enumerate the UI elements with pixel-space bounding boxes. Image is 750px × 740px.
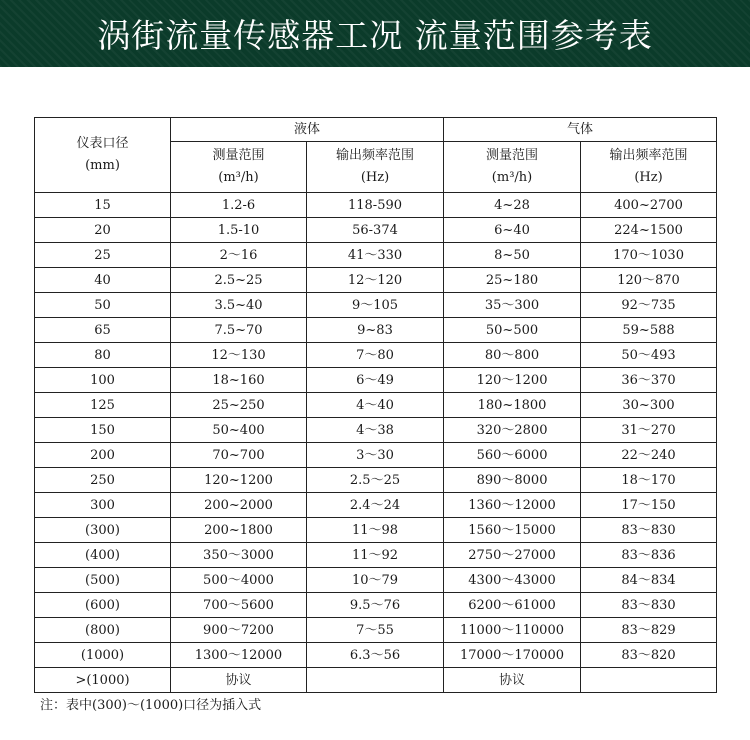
table-cell: (1000) xyxy=(35,643,171,668)
table-cell xyxy=(581,668,717,693)
table-row xyxy=(35,493,717,518)
table-cell: 200~2000 xyxy=(171,493,307,518)
table-cell: 2.4～24 xyxy=(307,493,444,518)
table-cell: 200~1800 xyxy=(171,518,307,543)
table-cell: 17～150 xyxy=(581,493,717,518)
table-cell: 120~1200 xyxy=(171,468,307,493)
table-row xyxy=(35,618,717,643)
table-cell: 83～820 xyxy=(581,643,717,668)
table-cell: 125 xyxy=(35,393,171,418)
table-cell: 35～300 xyxy=(444,293,581,318)
table-cell: 协议 xyxy=(171,668,307,693)
table-cell: 30~300 xyxy=(581,393,717,418)
table-cell: 22～240 xyxy=(581,443,717,468)
table-cell: 9.5～76 xyxy=(307,593,444,618)
table-cell: 4～40 xyxy=(307,393,444,418)
table-cell: 9～105 xyxy=(307,293,444,318)
header-unit: (m³/h) xyxy=(218,170,259,185)
header-diameter xyxy=(35,118,171,193)
header-gas-range xyxy=(444,142,581,193)
table-cell: 20 xyxy=(35,218,171,243)
table-cell: 6～49 xyxy=(307,368,444,393)
table-row xyxy=(35,218,717,243)
table-cell: 224~1500 xyxy=(581,218,717,243)
table-cell: 320～2800 xyxy=(444,418,581,443)
header-liquid-frequency xyxy=(307,142,444,193)
header-liquid-range xyxy=(171,142,307,193)
table-cell: 3.5~40 xyxy=(171,293,307,318)
table-cell: 350～3000 xyxy=(171,543,307,568)
table-row xyxy=(35,518,717,543)
header-liquid: 液体 xyxy=(171,118,444,142)
table-cell: 50～493 xyxy=(581,343,717,368)
table-row xyxy=(35,593,717,618)
table-cell: 560～6000 xyxy=(444,443,581,468)
table-cell: 59~588 xyxy=(581,318,717,343)
table-cell: 36～370 xyxy=(581,368,717,393)
header-label: 输出频率范围 xyxy=(609,148,688,163)
table-row xyxy=(35,343,717,368)
table-row xyxy=(35,243,717,268)
table-cell: 3～30 xyxy=(307,443,444,468)
page-title: 涡街流量传感器工况 流量范围参考表 xyxy=(97,16,653,55)
table-cell: 120～870 xyxy=(581,268,717,293)
table-cell: 1.5-10 xyxy=(171,218,307,243)
table-cell: 18～170 xyxy=(581,468,717,493)
table-cell: 25~180 xyxy=(444,268,581,293)
table-cell: 250 xyxy=(35,468,171,493)
table-cell xyxy=(307,668,444,693)
table-cell: 120～1200 xyxy=(444,368,581,393)
table-cell: 1560～15000 xyxy=(444,518,581,543)
table-row xyxy=(35,643,717,668)
table-cell: 2750～27000 xyxy=(444,543,581,568)
table-cell: 31～270 xyxy=(581,418,717,443)
table-cell: 6200～61000 xyxy=(444,593,581,618)
table-cell: 92～735 xyxy=(581,293,717,318)
table-row xyxy=(35,668,717,693)
table-row xyxy=(35,418,717,443)
table-cell: >(1000) xyxy=(35,668,171,693)
table-cell: 41～330 xyxy=(307,243,444,268)
table-cell: 70~700 xyxy=(171,443,307,468)
table-cell: 4~28 xyxy=(444,193,581,218)
table-cell: 300 xyxy=(35,493,171,518)
table-cell: 25 xyxy=(35,243,171,268)
table-cell: 7～55 xyxy=(307,618,444,643)
table-cell: 15 xyxy=(35,193,171,218)
table-cell: 500～4000 xyxy=(171,568,307,593)
table-cell: (300) xyxy=(35,518,171,543)
table-cell: 50~500 xyxy=(444,318,581,343)
table-cell: 11～92 xyxy=(307,543,444,568)
header-unit: (m³/h) xyxy=(491,170,533,185)
table-cell: 40 xyxy=(35,268,171,293)
table-row xyxy=(35,468,717,493)
table-cell: 17000～170000 xyxy=(444,643,581,668)
table-cell: 2.5～25 xyxy=(307,468,444,493)
table-cell: 11～98 xyxy=(307,518,444,543)
header-label: 测量范围 xyxy=(486,148,539,163)
table-cell: 12～120 xyxy=(307,268,444,293)
header-unit: (Hz) xyxy=(634,170,663,185)
table-cell: 700～5600 xyxy=(171,593,307,618)
table-cell: 80 xyxy=(35,343,171,368)
flow-range-table xyxy=(34,117,717,693)
table-cell: 900～7200 xyxy=(171,618,307,643)
title-banner xyxy=(0,0,750,67)
table-cell: 10～79 xyxy=(307,568,444,593)
table-cell: 1300～12000 xyxy=(171,643,307,668)
table-row xyxy=(35,293,717,318)
header-diameter-label: 仪表口径 xyxy=(76,136,129,151)
header-diameter-unit: (mm) xyxy=(85,158,120,173)
table-row xyxy=(35,318,717,343)
header-gas-frequency xyxy=(581,142,717,193)
table-cell: 18~160 xyxy=(171,368,307,393)
table-cell: 4300～43000 xyxy=(444,568,581,593)
table-cell: (600) xyxy=(35,593,171,618)
table-cell: 1360～12000 xyxy=(444,493,581,518)
table-cell: 50~400 xyxy=(171,418,307,443)
table-row xyxy=(35,393,717,418)
table-cell: 1.2-6 xyxy=(171,193,307,218)
table-cell: 118-590 xyxy=(307,193,444,218)
table-row xyxy=(35,443,717,468)
table-group-header-row xyxy=(35,118,717,142)
table-cell: 11000～110000 xyxy=(444,618,581,643)
table-cell: 83～830 xyxy=(581,518,717,543)
header-unit: (Hz) xyxy=(360,170,390,185)
table-row xyxy=(35,193,717,218)
table-cell: 2～16 xyxy=(171,243,307,268)
table-cell: 84～834 xyxy=(581,568,717,593)
table-cell: 56-374 xyxy=(307,218,444,243)
table-cell: 12～130 xyxy=(171,343,307,368)
table-cell: 890～8000 xyxy=(444,468,581,493)
table-cell: (400) xyxy=(35,543,171,568)
table-cell: 83～829 xyxy=(581,618,717,643)
table-cell: 4～38 xyxy=(307,418,444,443)
table-cell: 50 xyxy=(35,293,171,318)
table-cell: 400~2700 xyxy=(581,193,717,218)
table-row xyxy=(35,543,717,568)
table-cell: 7.5~70 xyxy=(171,318,307,343)
header-gas: 气体 xyxy=(444,118,717,142)
table-cell: 9~83 xyxy=(307,318,444,343)
table-cell: 170～1030 xyxy=(581,243,717,268)
table-cell: 7～80 xyxy=(307,343,444,368)
header-label: 测量范围 xyxy=(212,148,265,163)
table-cell: 2.5~25 xyxy=(171,268,307,293)
table-cell: 100 xyxy=(35,368,171,393)
table-row xyxy=(35,568,717,593)
table-row xyxy=(35,268,717,293)
table-cell: 180~1800 xyxy=(444,393,581,418)
table-cell: 200 xyxy=(35,443,171,468)
table-cell: 6.3～56 xyxy=(307,643,444,668)
table-cell: (800) xyxy=(35,618,171,643)
table-cell: 6~40 xyxy=(444,218,581,243)
footnote: 注：表中(300)～(1000)口径为插入式 xyxy=(40,698,262,713)
table-cell: 83～836 xyxy=(581,543,717,568)
table-cell: 8~50 xyxy=(444,243,581,268)
table-cell: 83～830 xyxy=(581,593,717,618)
header-label: 输出频率范围 xyxy=(336,148,415,163)
table-cell: 65 xyxy=(35,318,171,343)
table-cell: 80～800 xyxy=(444,343,581,368)
table-cell: 25~250 xyxy=(171,393,307,418)
table-row xyxy=(35,368,717,393)
table-cell: 协议 xyxy=(444,668,581,693)
table-cell: 150 xyxy=(35,418,171,443)
table-cell: (500) xyxy=(35,568,171,593)
